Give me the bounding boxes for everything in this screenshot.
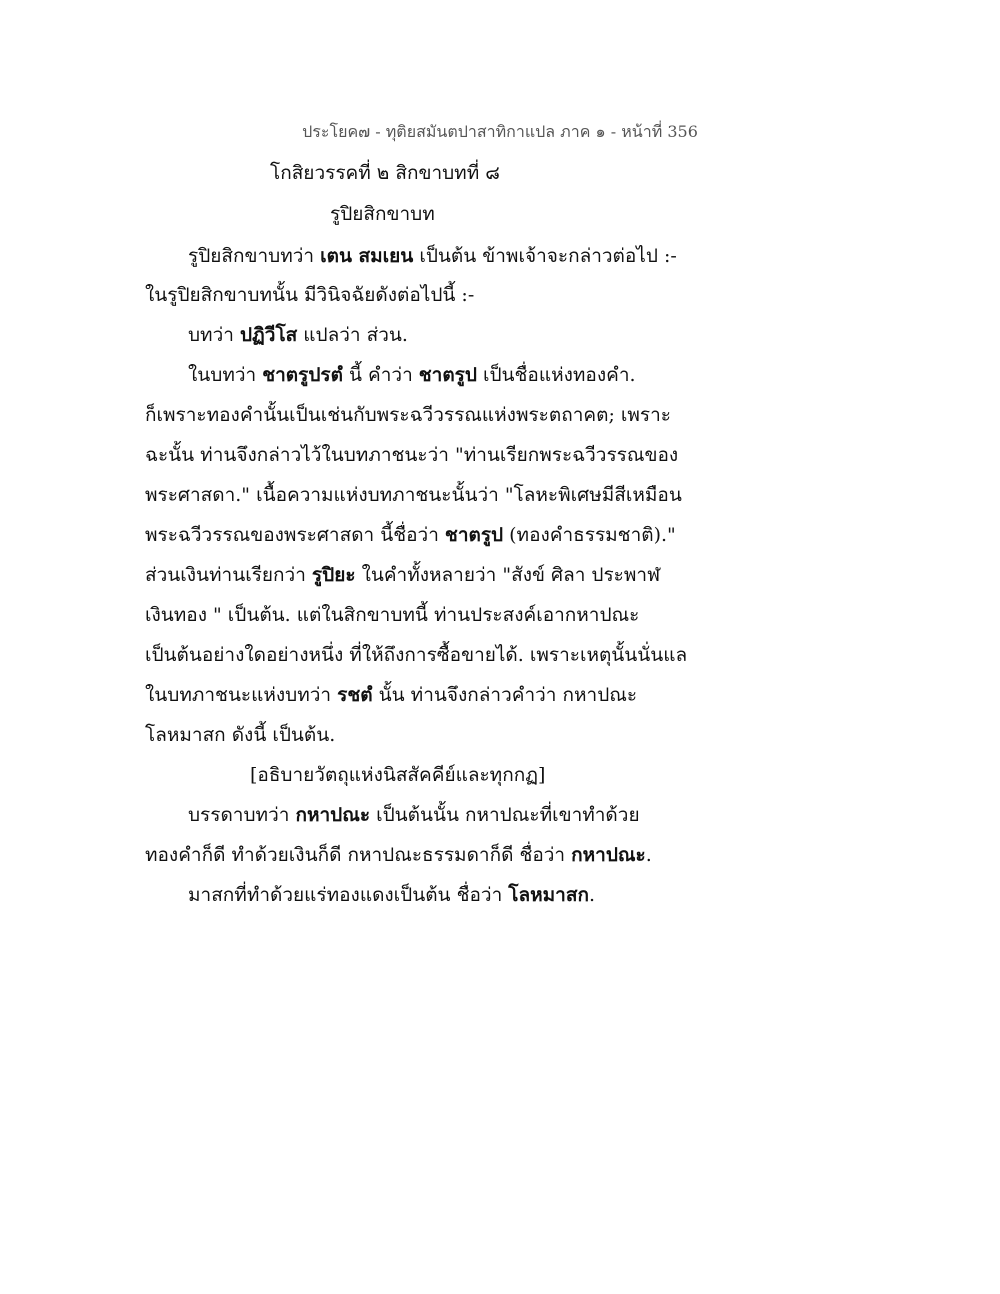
pali-term: ชาตรูป bbox=[444, 524, 504, 546]
paragraph-line: โลหมาสก ดังนี้ เป็นต้น. bbox=[145, 724, 336, 746]
paragraph-line: พระศาสดา." เนื้อความแห่งบทภาชนะนั้นว่า "โลหะพิเศษมีสีเหมือน bbox=[145, 484, 682, 506]
paragraph-line: ส่วนเงินท่านเรียกว่า รูปิยะ ในคำทั้งหลายว่า "สังข์ ศิลา ประพาฬ bbox=[145, 564, 661, 586]
subheading: [อธิบายวัตถุแห่งนิสสัคคีย์และทุกกฏ] bbox=[250, 764, 546, 786]
paragraph-line: ในบทภาชนะแห่งบทว่า รชตํ นั้น ท่านจึงกล่าวคำว่า กหาปณะ bbox=[145, 684, 638, 706]
paragraph-line: ฉะนั้น ท่านจึงกล่าวไว้ในบทภาชนะว่า "ท่านเรียกพระฉวีวรรณของ bbox=[145, 444, 679, 466]
paragraph-line: เงินทอง " เป็นต้น. แต่ในสิกขาบทนี้ ท่านประสงค์เอากหาปณะ bbox=[145, 604, 640, 626]
paragraph-line: บรรดาบทว่า กหาปณะ เป็นต้นนั้น กหาปณะที่เขาทำด้วย bbox=[188, 804, 640, 826]
pali-term: ปฏิวีโส bbox=[239, 324, 298, 346]
section-title: รูปิยสิกขาบท bbox=[330, 203, 435, 225]
paragraph-line: ในรูปิยสิกขาบทนั้น มีวินิจฉัยดังต่อไปนี้ :- bbox=[145, 284, 475, 306]
page-header: ประโยค๗ - ทุติยสมันตปาสาทิกาแปล ภาค ๑ - หน้าที่ 356 bbox=[302, 122, 698, 141]
pali-term: ชาตรูป bbox=[418, 364, 477, 386]
pali-term: กหาปณะ bbox=[571, 844, 646, 866]
pali-term: รชตํ bbox=[337, 684, 373, 706]
paragraph-line: รูปิยสิกขาบทว่า เตน สมเยน เป็นต้น ข้าพเจ้าจะกล่าวต่อไป :- bbox=[188, 245, 677, 267]
paragraph-line: ทองคำก็ดี ทำด้วยเงินก็ดี กหาปณะธรรมดาก็ดี ชื่อว่า กหาปณะ. bbox=[145, 844, 652, 866]
pali-term: รูปิยะ bbox=[311, 564, 356, 586]
paragraph-line: บทว่า ปฏิวีโส แปลว่า ส่วน. bbox=[188, 324, 408, 346]
pali-term: เตน สมเยน bbox=[320, 245, 414, 267]
pali-term: กหาปณะ bbox=[295, 804, 371, 826]
paragraph-line: ก็เพราะทองคำนั้นเป็นเช่นกับพระฉวีวรรณแห่งพระตถาคต; เพราะ bbox=[145, 404, 671, 426]
paragraph-line: เป็นต้นอย่างใดอย่างหนึ่ง ที่ให้ถึงการซื้อขายได้. เพราะเหตุนั้นนั่นแล bbox=[145, 644, 688, 666]
pali-term: ชาตรูปรตํ bbox=[262, 364, 343, 386]
chapter-title: โกสิยวรรคที่ ๒ สิกขาบทที่ ๘ bbox=[270, 162, 500, 184]
pali-term: โลหมาสก bbox=[508, 884, 589, 906]
paragraph-line: ในบทว่า ชาตรูปรตํ นี้ คำว่า ชาตรูป เป็นชื่อแห่งทองคำ. bbox=[188, 364, 636, 386]
paragraph-line: มาสกที่ทำด้วยแร่ทองแดงเป็นต้น ชื่อว่า โลหมาสก. bbox=[188, 884, 595, 906]
paragraph-line: พระฉวีวรรณของพระศาสดา นี้ชื่อว่า ชาตรูป (ทองคำธรรมชาติ)." bbox=[145, 524, 676, 546]
